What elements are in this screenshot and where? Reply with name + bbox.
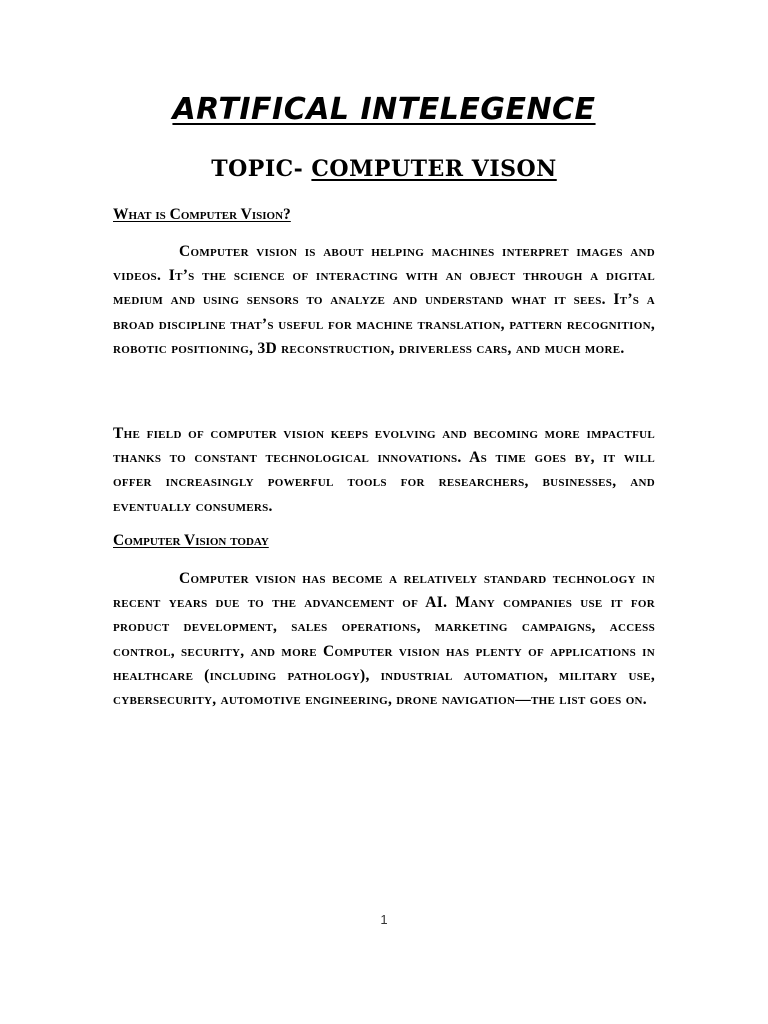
section-heading-what-is-cv: What is Computer Vision? — [113, 206, 291, 223]
document-title: ARTIFICAL INTELEGENCE — [172, 92, 596, 127]
section-heading-cv-today: Computer Vision today — [113, 532, 269, 549]
paragraph-cv-today: Computer vision has become a relatively standard technology in recent years due to the advancement of AI. Many companies use it for product development, sales operations, marketing campaigns, access control, security, and more Computer vision has plenty of applications in healthcare (including pathology), industrial automation, military use, cybersecurity, automotive engineering, drone navigation—the list goes on. — [113, 570, 655, 709]
topic-line — [0, 156, 768, 182]
topic-prefix: TOPIC- — [211, 156, 312, 182]
page-number: 1 — [380, 912, 388, 927]
paragraph-cv-definition: Computer vision is about helping machines interpret images and videos. It’s the science of interacting with an object through a digital medium and using sensors to analyze and understand what it sees. It’s a broad discipline that’s useful for machine translation, pattern recognition, robotic positioning, 3D reconstruction, driverless cars, and much more. — [113, 243, 655, 357]
paragraph-cv-evolution: The field of computer vision keeps evolving and becoming more impactful thanks to constant technological innovations. As time goes by, it will offer increasingly powerful tools for researchers, businesses, and eventually consumers. — [113, 425, 655, 515]
topic-name: COMPUTER VISON — [311, 156, 557, 182]
